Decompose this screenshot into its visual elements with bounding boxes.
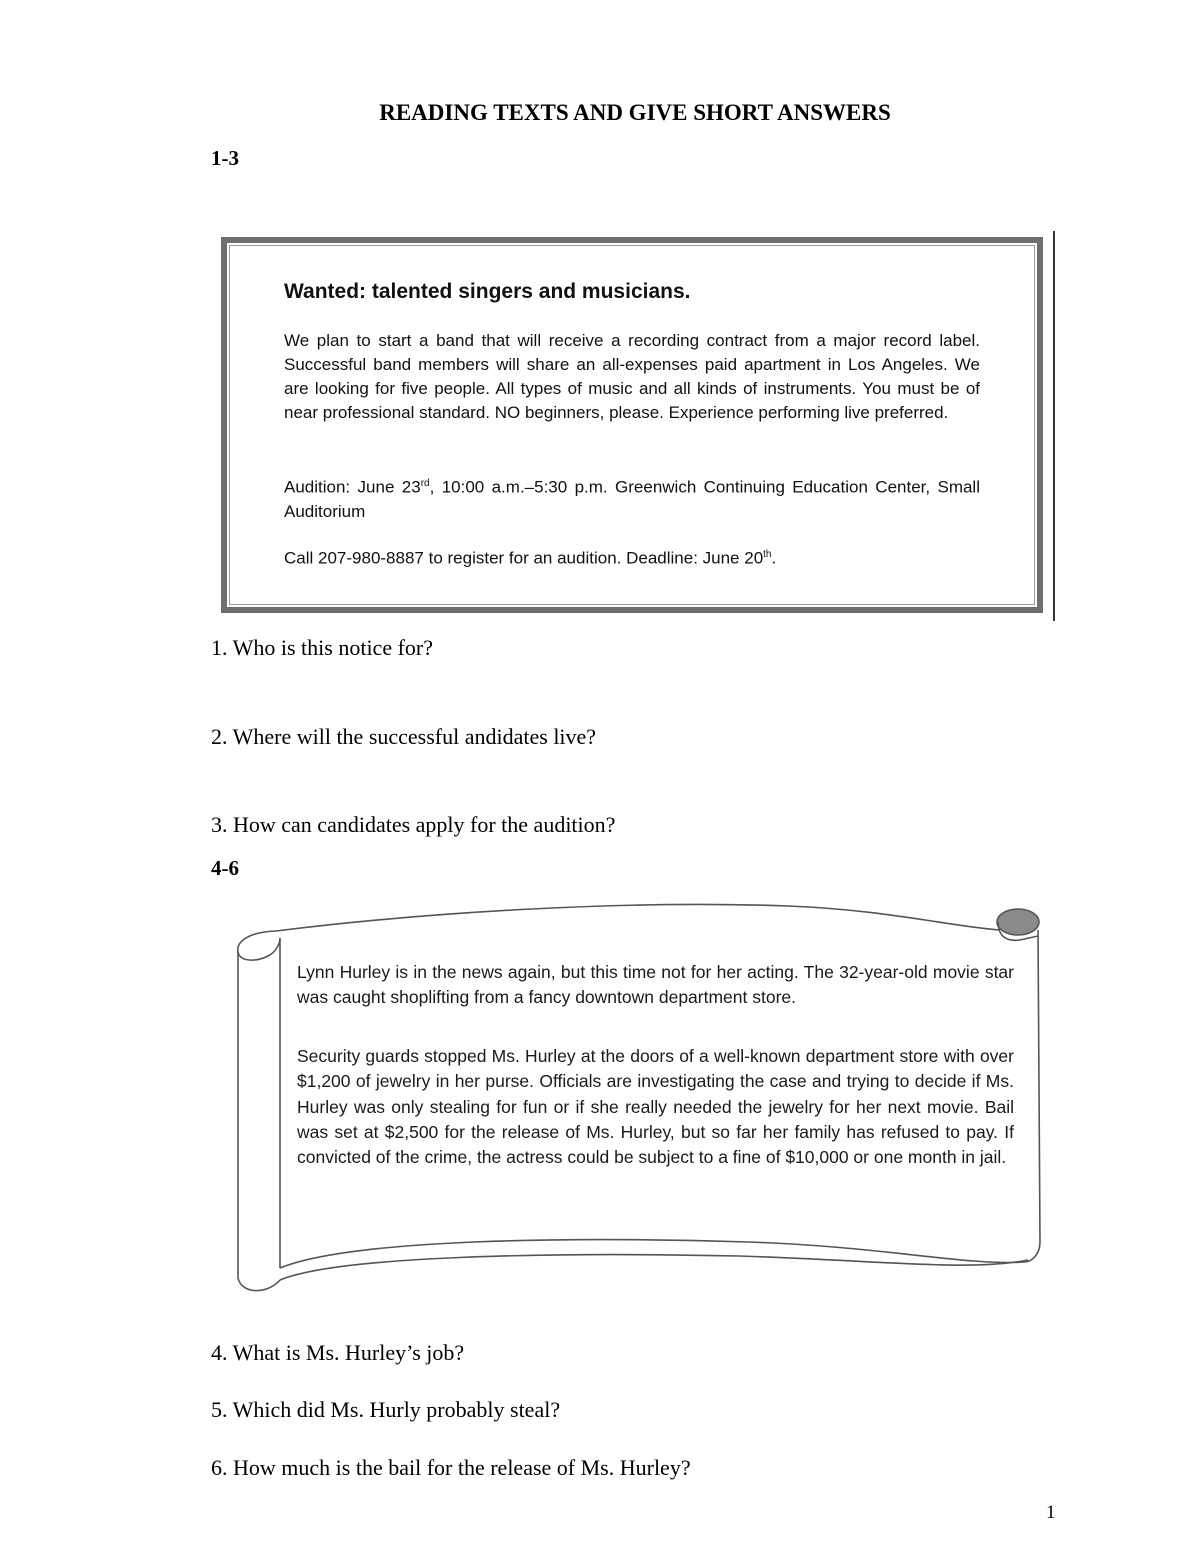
notice-audition-date: Audition: June 23 — [284, 477, 421, 497]
section-label-1-3: 1-3 — [211, 146, 239, 170]
notice-audition — [284, 472, 980, 524]
question-5: 5. Which did Ms. Hurly probably steal? — [211, 1397, 561, 1422]
question-4: 4. What is Ms. Hurley’s job? — [211, 1340, 465, 1365]
notice-audition-details: , 10:00 a.m.–5:30 p.m. Greenwich Continuing Education Center, Small Auditorium — [284, 477, 980, 521]
question-1: 1. Who is this notice for? — [211, 635, 433, 660]
notice-call-suffix: th — [763, 549, 772, 560]
section-label-4-6: 4-6 — [211, 856, 239, 880]
question-2: 2. Where will the successful andidates live? — [211, 724, 597, 749]
question-6: 6. How much is the bail for the release of Ms. Hurley? — [211, 1455, 691, 1480]
question-3: 3. How can candidates apply for the audition? — [211, 812, 616, 837]
notice-body: We plan to start a band that will receive a recording contract from a major record label. Successful band members will share an all-expenses paid apartment in Los Angeles. We are looking for five people. All types of music and all kinds of instruments. You must be of near professional standard. NO beginners, please. Experience performing live preferred. — [284, 331, 980, 422]
article-paragraph-1: Lynn Hurley is in the news again, but this time not for her acting. The 32-year-old movie star was caught shoplifting from a fancy downtown department store. — [297, 962, 1014, 1008]
notice-call — [284, 543, 980, 571]
notice-side-line — [1053, 231, 1055, 621]
article-paragraph-2: Security guards stopped Ms. Hurley at the doors of a well-known department store with over $1,200 of jewelry in her purse. Officials are investigating the case and trying to decide if Ms. Hurley was only stealing for fun or if she really needed the jewelry for her next movie. Bail was set at $2,500 for the release of Ms. Hurley, but so far her family has refused to pay. If convicted of the crime, the actress could be subject to a fine of $10,000 or one month in jail. — [297, 1046, 1014, 1168]
notice-heading: Wanted: talented singers and musicians. — [284, 280, 691, 303]
page-title: READING TEXTS AND GIVE SHORT ANSWERS — [379, 100, 891, 125]
notice-call-end: . — [771, 548, 777, 568]
page-number: 1 — [1046, 1502, 1056, 1523]
notice-call-text: Call 207-980-8887 to register for an audition. Deadline: June 20 — [284, 548, 764, 568]
notice-audition-suffix: rd — [420, 478, 430, 489]
